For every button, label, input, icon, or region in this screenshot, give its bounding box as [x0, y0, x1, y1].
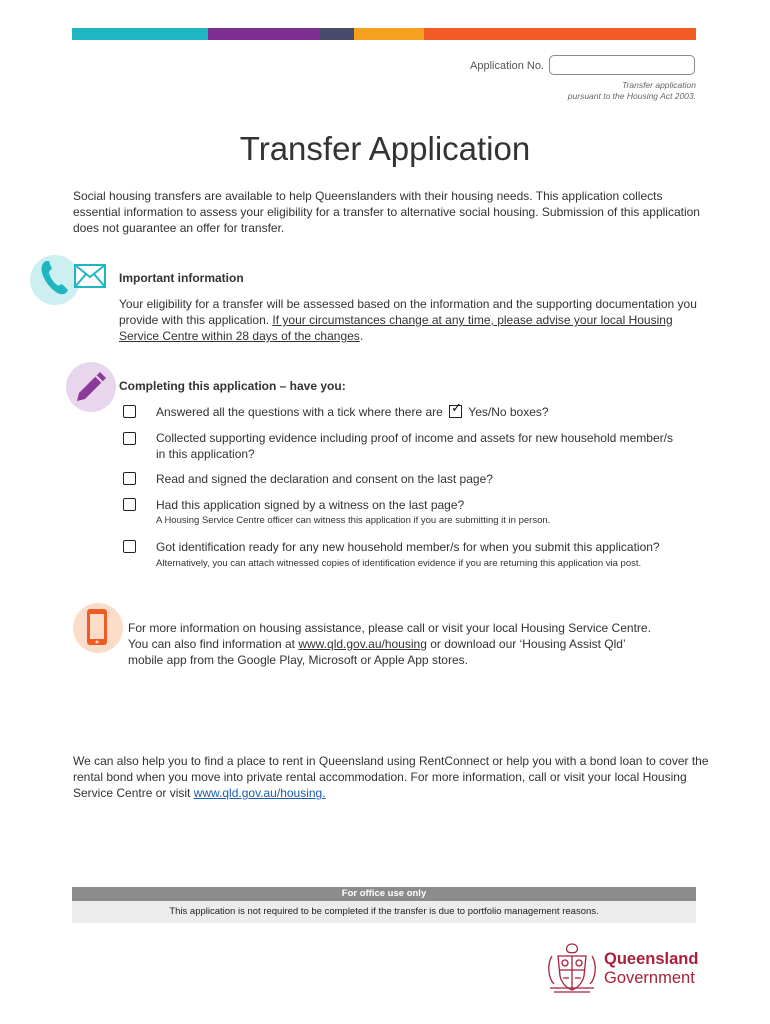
more-info-paragraph	[128, 620, 708, 668]
checklist-checkbox-2[interactable]	[123, 432, 136, 445]
rent-paragraph	[73, 753, 709, 801]
pursuant-line-1: Transfer application	[621, 80, 696, 90]
rent-text: We can also help you to find a place to rent in Queensland using RentConnect or help you with a bond loan to cover the rental bond when you move into private rental accommodation. For more information, call or visit your local Housing Service Centre or visit	[73, 754, 709, 800]
color-bar-grey	[320, 28, 354, 40]
checklist-item-2: Collected supporting evidence including proof of income and assets for new household member/s in this application?	[156, 431, 673, 461]
more-info-line-1: For more information on housing assistance, please call or visit your local Housing Service Centre.	[128, 621, 651, 635]
important-text: Your eligibility for a transfer will be assessed based on the information and the supporting documentation you provide with this application.	[119, 297, 697, 327]
checklist-checkbox-5[interactable]	[123, 540, 136, 553]
checklist-checkbox-1[interactable]	[123, 405, 136, 418]
housing-link-2[interactable]: www.qld.gov.au/housing.	[193, 786, 326, 800]
page-title: Transfer Application	[239, 130, 531, 167]
checklist-item-5-note: Alternatively, you can attach witnessed copies of identification evidence if you are returning this application via post.	[156, 558, 642, 569]
checklist-item-1	[156, 400, 706, 420]
intro-paragraph: Social housing transfers are available to help Queenslanders with their housing needs. This application collects essential information to assess your eligibility for a transfer to alternative social housing. Submission of this application does not guarantee an offer for transfer.	[73, 189, 700, 235]
checklist-item-1-text-after: Yes/No boxes?	[468, 405, 549, 419]
pencil-icon	[73, 369, 109, 405]
tick-mark: ✓	[451, 400, 463, 415]
application-no-label: Application No.	[470, 60, 544, 72]
checklist-item-1-text: Answered all the questions with a tick where there are	[156, 405, 443, 419]
office-use-text: This application is not required to be completed if the transfer is due to portfolio management reasons.	[72, 901, 696, 923]
header-color-bar	[72, 28, 696, 40]
tick-box-icon	[449, 400, 463, 418]
logo-government: Government	[604, 969, 695, 987]
checklist-checkbox-4[interactable]	[123, 498, 136, 511]
pursuant-line-2: pursuant to the Housing Act 2003.	[567, 91, 696, 101]
color-bar-orange	[424, 28, 696, 40]
color-bar-teal	[72, 28, 208, 40]
more-info-line-3: mobile app from the Google Play, Microsoft or Apple App stores.	[128, 653, 468, 667]
important-text-end: .	[359, 329, 364, 343]
queensland-crest-icon	[544, 940, 600, 996]
application-no-field[interactable]	[549, 55, 695, 75]
checklist-checkbox-3[interactable]	[123, 472, 136, 485]
checklist-item-5: Got identification ready for any new household member/s for when you submit this application?	[156, 540, 660, 554]
mobile-phone-icon	[86, 608, 108, 646]
color-bar-yellow	[354, 28, 424, 40]
more-info-text-after: or download our ‘Housing Assist Qld’	[426, 637, 626, 651]
more-info-text: You can also find information at	[128, 637, 299, 651]
mail-icon	[74, 264, 106, 288]
checklist-item-4: Had this application signed by a witness on the last page?	[156, 498, 465, 512]
housing-link[interactable]: www.qld.gov.au/housing	[298, 637, 427, 651]
pursuant-note	[480, 80, 696, 102]
important-paragraph	[119, 296, 699, 344]
logo-queensland: Queensland	[604, 950, 699, 968]
checklist-heading: Completing this application – have you:	[119, 379, 346, 393]
more-info-line-2	[128, 636, 708, 652]
checklist-item-3: Read and signed the declaration and consent on the last page?	[156, 472, 493, 486]
color-bar-purple	[208, 28, 320, 40]
phone-icon	[38, 258, 72, 298]
office-use-header: For office use only	[72, 887, 696, 901]
important-heading: Important information	[119, 271, 244, 285]
checklist-item-4-note: A Housing Service Centre officer can witness this application if you are submitting it in person.	[156, 515, 551, 526]
important-underlined-text: If your circumstances change at any time, please advise your local Housing Service Centre within 28 days of the changes	[119, 313, 673, 343]
